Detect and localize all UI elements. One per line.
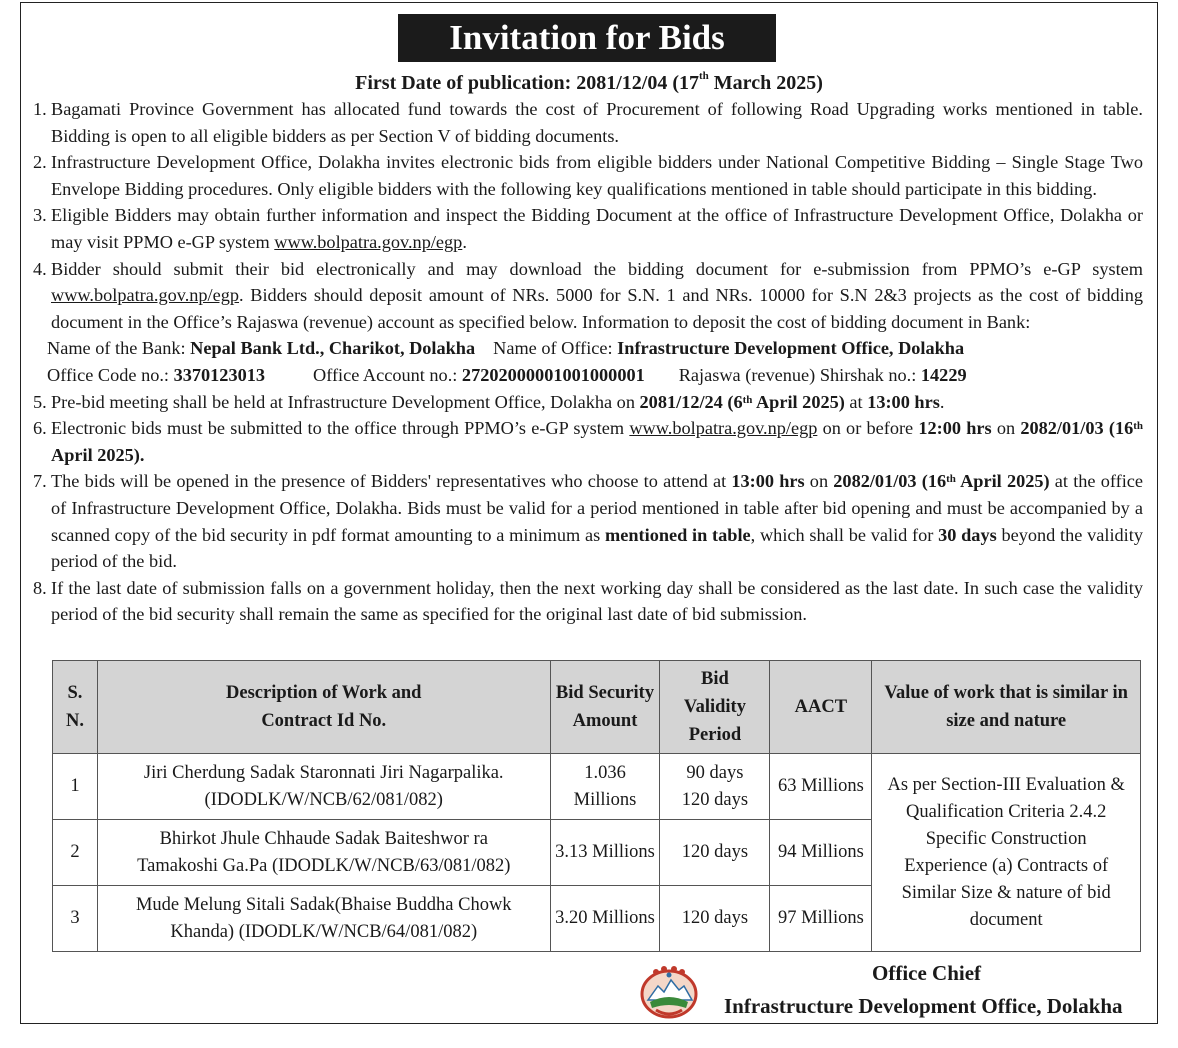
cell-bid-security: 1.036 Millions (550, 754, 660, 820)
cell-value-of-work: As per Section-III Evaluation & Qualification Criteria 2.4.2 Specific Construction Experience (a) Contracts of Similar Size & nature of bid document (872, 754, 1141, 952)
item-6: 6. Electronic bids must be submitted to the office through PPMO’s e-GP system www.bolpatra.gov.np/egp on or before 12:00 hrs on 2082/01/03 (16th April 2025). (33, 418, 1144, 465)
signature-title: Office Chief (872, 961, 982, 985)
cell-bid-security: 3.20 Millions (550, 886, 660, 952)
header-value-of-work: Value of work that is similar in size and nature (872, 661, 1141, 754)
header-bid-security: Bid Security Amount (550, 661, 660, 754)
header-bid-validity: Bid Validity Period (660, 661, 770, 754)
table-header-row (53, 661, 1141, 754)
header-aact: AACT (770, 661, 872, 754)
cell-bid-validity: 90 days 120 days (660, 754, 770, 820)
signature-office: Infrastructure Development Office, Dolakha (724, 994, 1123, 1018)
egp-link[interactable]: www.bolpatra.gov.np/egp (274, 231, 463, 252)
item-5: 5. Pre-bid meeting shall be held at Infrastructure Development Office, Dolakha on 2081/12/24 (6th April 2025) at 13:00 hrs. (33, 391, 945, 412)
cell-sn: 2 (53, 820, 98, 886)
item-2: 2. Infrastructure Development Office, Dolakha invites electronic bids from eligible bidders under National Competitive Bidding – Single Stage Two Envelope Bidding procedures. Only eligible bidders with the following key qualifications mentioned in table should participate in this bidding. (33, 152, 1143, 199)
cell-bid-validity: 120 days (660, 820, 770, 886)
cell-bid-security: 3.13 Millions (550, 820, 660, 886)
table-row (53, 754, 1141, 820)
item-7: 7. The bids will be opened in the presence of Bidders' representatives who choose to attend at 13:00 hrs on 2082/01/03 (16th April 2025) at the office of Infrastructure Development Office, Dolakha. Bids must be valid for a period mentioned in table after bid opening and must be accompanied by a scanned copy of the bid security in pdf format amounting to a minimum as mentioned in table, which shall be valid for 30 days beyond the validity period of the bid. (33, 471, 1144, 572)
cell-sn: 1 (53, 754, 98, 820)
item-8: 8. If the last date of submission falls on a government holiday, then the next working day shall be considered as the last date. In such case the validity period of the bid security shall remain the same as specified for the original last date of bid submission. (33, 577, 1143, 625)
header-description: Description of Work and Contract Id No. (97, 661, 550, 754)
item-4: 4. Bidder should submit their bid electronically and may download the bidding document for e-submission from PPMO’s e-GP system www.bolpatra.gov.np/egp. Bidders should deposit amount of NRs. 5000 for S.N. 1 and NRs. 10000 for S.N 2&3 projects as the cost of bidding document in the Office’s Rajaswa (revenue) account as specified below. Information to deposit the cost of bidding document in Bank: (33, 258, 1143, 332)
cell-description: Mude Melung Sitali Sadak(Bhaise Buddha Chowk Khanda) (IDODLK/W/NCB/64/081/082) (97, 886, 550, 952)
item-1: 1. Bagamati Province Government has allocated fund towards the cost of Procurement of following Road Upgrading works mentioned in table. Bidding is open to all eligible bidders as per Section V of bidding documents. (33, 99, 1143, 146)
nepal-emblem-icon (636, 962, 702, 1022)
cell-description: Jiri Cherdung Sadak Staronnati Jiri Nagarpalika. (IDODLK/W/NCB/62/081/082) (97, 754, 550, 820)
cell-sn: 3 (53, 886, 98, 952)
publication-date: First Date of publication: 2081/12/04 (17th March 2025) (355, 70, 823, 94)
cell-description: Bhirkot Jhule Chhaude Sadak Baiteshwor ra Tamakoshi Ga.Pa (IDODLK/W/NCB/63/081/082) (97, 820, 550, 886)
header-sn: S. N. (53, 661, 98, 754)
cell-aact: 94 Millions (770, 820, 872, 886)
account-details: Office Code no.: 3370123013 Office Account no.: 27202000001001000001 Rajaswa (revenue) Shirshak no.: 14229 (47, 364, 967, 385)
notice-items (33, 96, 1143, 628)
bank-details: Name of the Bank: Nepal Bank Ltd., Charikot, Dolakha Name of Office: Infrastructure Development Office, Dolakha (47, 338, 965, 359)
cell-aact: 63 Millions (770, 754, 872, 820)
cell-aact: 97 Millions (770, 886, 872, 952)
egp-link[interactable]: www.bolpatra.gov.np/egp (629, 418, 818, 439)
bids-table (52, 660, 1141, 952)
cell-bid-validity: 120 days (660, 886, 770, 952)
egp-link[interactable]: www.bolpatra.gov.np/egp (51, 285, 240, 306)
item-3: 3. Eligible Bidders may obtain further information and inspect the Bidding Document at the office of Infrastructure Development Office, Dolakha or may visit PPMO e-GP system www.bolpatra.gov.np/egp. (33, 205, 1143, 252)
notice-title: Invitation for Bids (398, 14, 776, 62)
